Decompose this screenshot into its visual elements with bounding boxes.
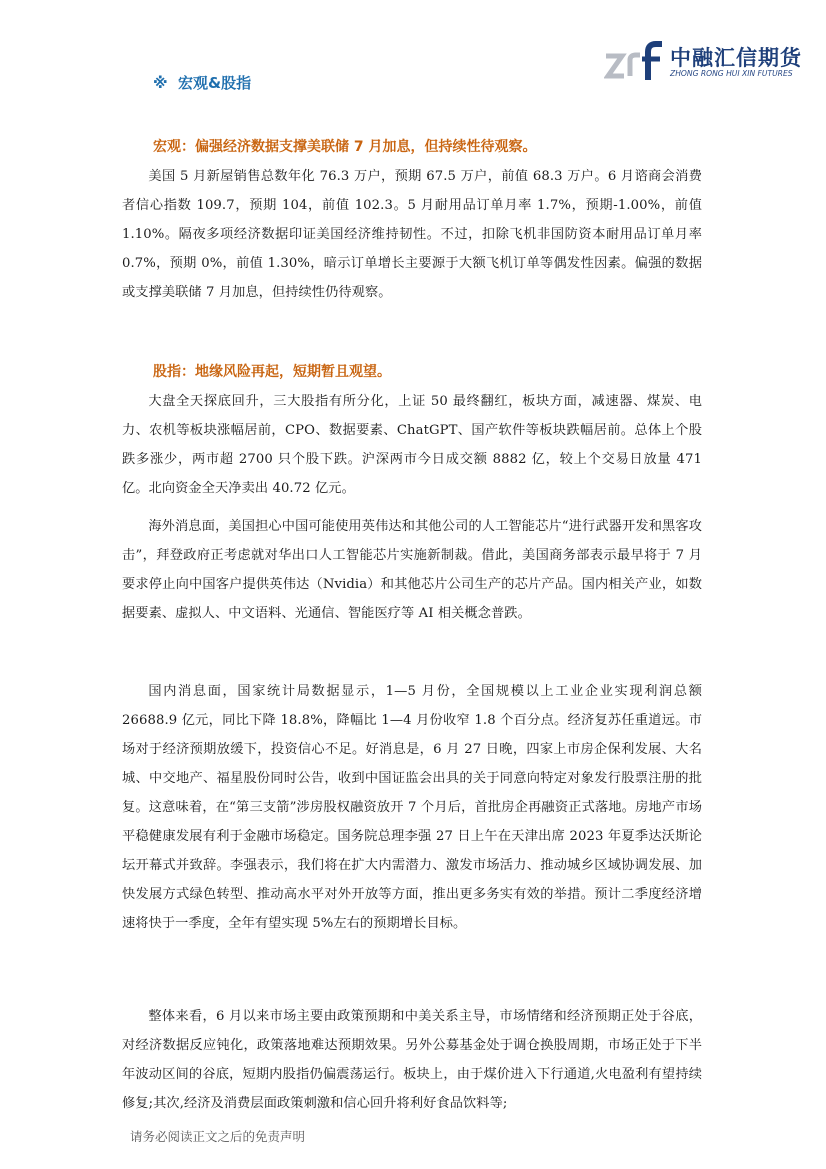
macro-paragraph: 美国 5 月新屋销售总数年化 76.3 万户，预期 67.5 万户，前值 68.3 万户。6 月谘商会消费者信心指数 109.7，预期 104，前值 102.3。5 月耐用品订单月率 1.7%，预期-1.00%，前值 1.10%。隔夜多项经济数据印证美国经济维持韧性。不过，扣除飞机非国防资本耐用品订单月率 0.7%，预期 0%，前值 1.30%，暗示订单增长主要源于大额飞机订单等偶发性因素。偏强的数据或支撑美联储 7 月加息，但持续性仍待观察。 <box>122 169 702 300</box>
equity-paragraph-domestic: 国内消息面，国家统计局数据显示，1—5 月份，全国规模以上工业企业实现利润总额 26688.9 亿元，同比下降 18.8%，降幅比 1—4 月份收窄 1.8 个百分点。经济复苏任重道远。市场对于经济预期放缓下，投资信心不足。好消息是，6 月 27 日晚，四家上市房企保利发展、大名城、中交地产、福星股份同时公告，收到中国证监会出具的关于同意向特定对象发行股票注册的批复。这意味着，在“第三支箭”涉房股权融资放开 7 个月后，首批房企再融资正式落地。房地产市场平稳健康发展有利于金融市场稳定。国务院总理李强 27 日上午在天津出席 2023 年夏季达沃斯论坛开幕式并致辞。李强表示，我们将在扩大内需潜力、激发市场活力、推动城乡区域协调发展、加快发展方式绿色转型、推动高水平对外开放等方面，推出更多务实有效的举措。预计二季度经济增速将快于一季度，全年有望实现 5%左右的预期增长目标。 <box>122 684 702 931</box>
zrf-logo-icon <box>604 40 666 84</box>
equity-heading: 股指：地缘风险再起，短期暂且观望。 <box>153 364 391 380</box>
section-heading <box>153 72 251 93</box>
reference-mark-icon: ※ <box>153 74 168 92</box>
macro-heading: 宏观：偏强经济数据支撑美联储 7 月加息，但持续性待观察。 <box>153 139 537 155</box>
footer-disclaimer: 请务必阅读正文之后的免责声明 <box>130 1129 306 1144</box>
equity-paragraph-overseas: 海外消息面，美国担心中国可能使用英伟达和其他公司的人工智能芯片“进行武器开发和黑客攻击”，拜登政府正考虑就对华出口人工智能芯片实施新制裁。借此，美国商务部表示最早将于 7 月要求停止向中国客户提供英伟达（Nvidia）和其他芯片公司生产的芯片产品。国内相关产业，如数据要素、虚拟人、中文语料、光通信、智能医疗等 AI 相关概念普跌。 <box>122 519 702 621</box>
company-logo <box>604 40 802 84</box>
section-title: 宏观&股指 <box>178 74 252 92</box>
logo-chinese-name: 中融汇信期货 <box>670 46 802 70</box>
logo-english-name: ZHONG RONG HUI XIN FUTURES <box>670 69 793 78</box>
equity-paragraph-summary: 整体来看，6 月以来市场主要由政策预期和中美关系主导，市场情绪和经济预期正处于谷底，对经济数据反应钝化，政策落地难达预期效果。另外公募基金处于调仓换股周期，市场正处于下半年波动区间的谷底，短期内股指仍偏震荡运行。板块上，由于煤价进入下行通道,火电盈利有望持续修复;其次,经济及消费层面政策刺激和信心回升将利好食品饮料等; <box>122 1009 702 1111</box>
equity-paragraph-market: 大盘全天探底回升，三大股指有所分化，上证 50 最终翻红，板块方面，减速器、煤炭、电力、农机等板块涨幅居前，CPO、数据要素、ChatGPT、国产软件等板块跌幅居前。总体上个股跌多涨少，两市超 2700 只个股下跌。沪深两市今日成交额 8882 亿，较上个交易日放量 471 亿。北向资金全天净卖出 40.72 亿元。 <box>122 394 702 496</box>
